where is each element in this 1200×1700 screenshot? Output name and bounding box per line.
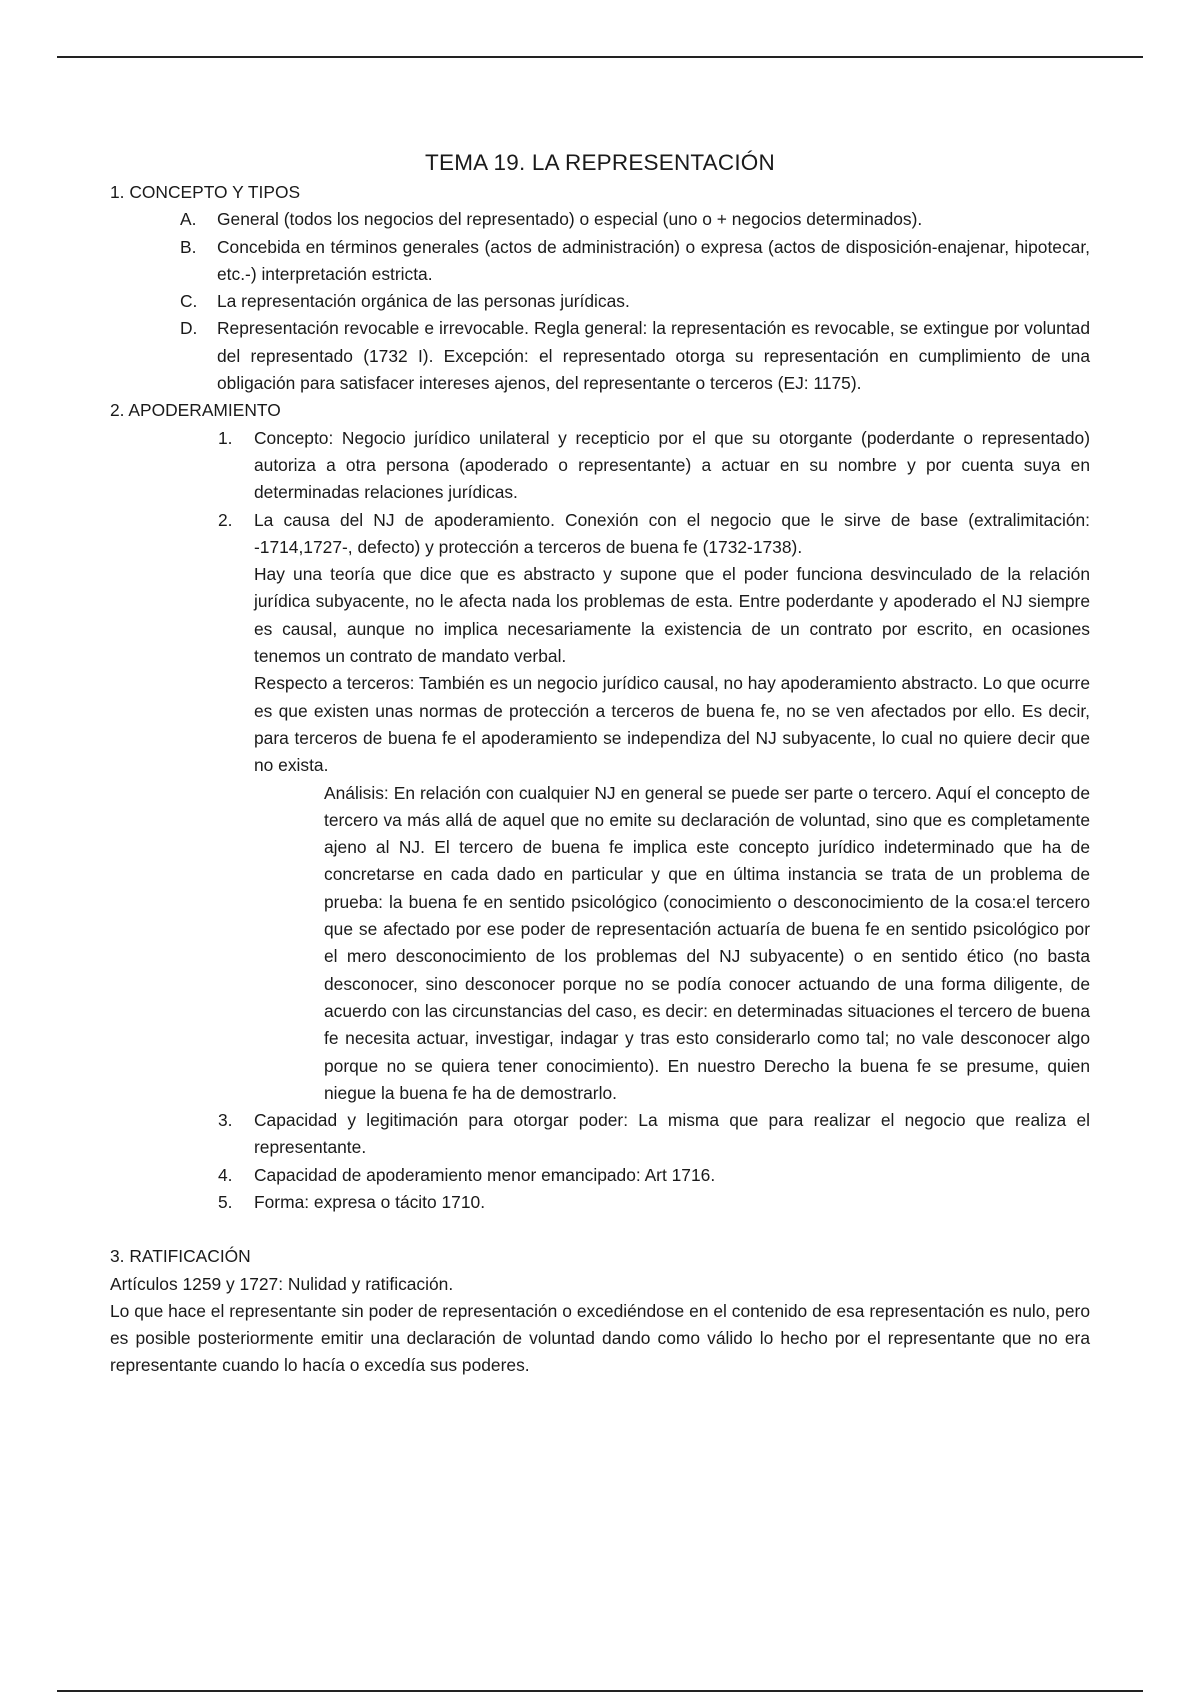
list-item-text: General (todos los negocios del representado) o especial (uno o + negocios determinados). — [217, 209, 923, 230]
list-marker: C. — [180, 291, 198, 312]
list-item-text: Capacidad y legitimación para otorgar poder: La misma que para realizar el negocio que realiza el representante. — [254, 1110, 1090, 1158]
section-heading-ratificacion: 3. RATIFICACIÓN — [110, 1246, 251, 1267]
list-item-d — [110, 315, 1090, 397]
section-heading-apoderamiento: 2. APODERAMIENTO — [110, 400, 281, 421]
list-item-text: Concebida en términos generales (actos de administración) o expresa (actos de disposición-enajenar, hipotecar, etc.-) interpretación estricta. — [217, 236, 1090, 284]
list-item-5 — [110, 1189, 1090, 1216]
list-marker: 3. — [218, 1110, 233, 1131]
section-spacer — [110, 1216, 1090, 1243]
list-marker: D. — [180, 318, 198, 339]
list-item-text: La representación orgánica de las personas jurídicas. — [217, 291, 630, 312]
paragraph-articulos: Artículos 1259 y 1727: Nulidad y ratificación. — [110, 1273, 454, 1294]
list-item-b — [110, 234, 1090, 289]
section-heading-concepto: 1. CONCEPTO Y TIPOS — [110, 182, 301, 202]
page-title: TEMA 19. LA REPRESENTACIÓN — [425, 150, 775, 175]
list-marker: A. — [180, 209, 197, 230]
list-item-text: Forma: expresa o tácito 1710. — [254, 1191, 486, 1212]
list-marker: 5. — [218, 1191, 233, 1212]
list-marker: 4. — [218, 1164, 233, 1185]
list-item-text: Concepto: Negocio jurídico unilateral y recepticio por el que su otorgante (poderdante o representado) autoriza a otra persona (apoderado o representante) a actuar en su nombre y por cuenta suya en determinadas relaciones jurídicas. — [254, 427, 1090, 503]
header-rule — [57, 56, 1143, 58]
list-item-text: Representación revocable e irrevocable. Regla general: la representación es revocable, se extingue por voluntad del representado (1732 I). Excepción: el representado otorga su representación en cumplimiento de una obligación para satisfacer intereses ajenos, del representante o terceros (EJ: 1175). — [217, 318, 1090, 394]
list-item-1 — [110, 425, 1090, 507]
list-marker: 2. — [218, 509, 233, 530]
footer-rule — [57, 1690, 1143, 1692]
list-item-text: La causa del NJ de apoderamiento. Conexión con el negocio que le sirve de base (extralimitación: -1714,1727-, defecto) y protección a terceros de buena fe (1732-1738). — [254, 509, 1090, 557]
list-item-a — [110, 206, 1090, 233]
list-item-text: Capacidad de apoderamiento menor emancipado: Art 1716. — [254, 1164, 716, 1185]
list-item-c — [110, 288, 1090, 315]
list-marker: B. — [180, 236, 197, 257]
paragraph-ratificacion: Lo que hace el representante sin poder de representación o excediéndose en el contenido de esa representación es nulo, pero es posible posteriormente emitir una declaración de voluntad dando como válido lo hecho por el representante que no era representante cuando lo hacía o excedía sus poderes. — [110, 1300, 1090, 1376]
list-marker: 1. — [218, 427, 233, 448]
paragraph-analisis: Análisis: En relación con cualquier NJ en general se puede ser parte o tercero. Aquí el concepto de tercero va más allá de aquel que no emite su declaración de voluntad, sino que es completamente ajeno al NJ. El tercero de buena fe implica este concepto jurídico indeterminado que ha de concretarse en cada dado en particular y que en última instancia se trata de un problema de prueba: la buena fe en sentido psicológico (conocimiento o desconocimiento de la cosa:el tercero que se afectado por ese poder de representación actuaría de buena fe en sentido psicológico por el mero desconocimiento de los problemas del NJ subyacente) o en sentido ético (no basta desconocer, sino desconocer porque no se podía conocer actuando de una forma diligente, de acuerdo con las circunstancias del caso, es decir: en determinadas situaciones el tercero de buena fe necesita actuar, investigar, indagar y tras esto considerarlo como tal; no vale desconocer algo porque no se quiera tener conocimiento). En nuestro Derecho la buena fe se presume, quien niegue la buena fe ha de demostrarlo. — [324, 782, 1090, 1103]
list-item-2 — [110, 507, 1090, 562]
document-body — [110, 145, 1090, 1380]
paragraph-teoria: Hay una teoría que dice que es abstracto y supone que el poder funciona desvinculado de la relación jurídica subyacente, no le afecta nada los problemas de esta. Entre poderdante y apoderado el NJ siempre es causal, aunque no implica necesariamente la existencia de un contrato por escrito, en ocasiones tenemos un contrato de mandato verbal. — [254, 564, 1090, 667]
list-item-4 — [110, 1162, 1090, 1189]
list-item-3 — [110, 1107, 1090, 1162]
paragraph-terceros: Respecto a terceros: También es un negocio jurídico causal, no hay apoderamiento abstracto. Lo que ocurre es que existen unas normas de protección a terceros de buena fe, no se ven afectados por ello. Es decir, para terceros de buena fe el apoderamiento se independiza del NJ subyacente, lo cual no quiere decir que no exista. — [254, 673, 1090, 776]
